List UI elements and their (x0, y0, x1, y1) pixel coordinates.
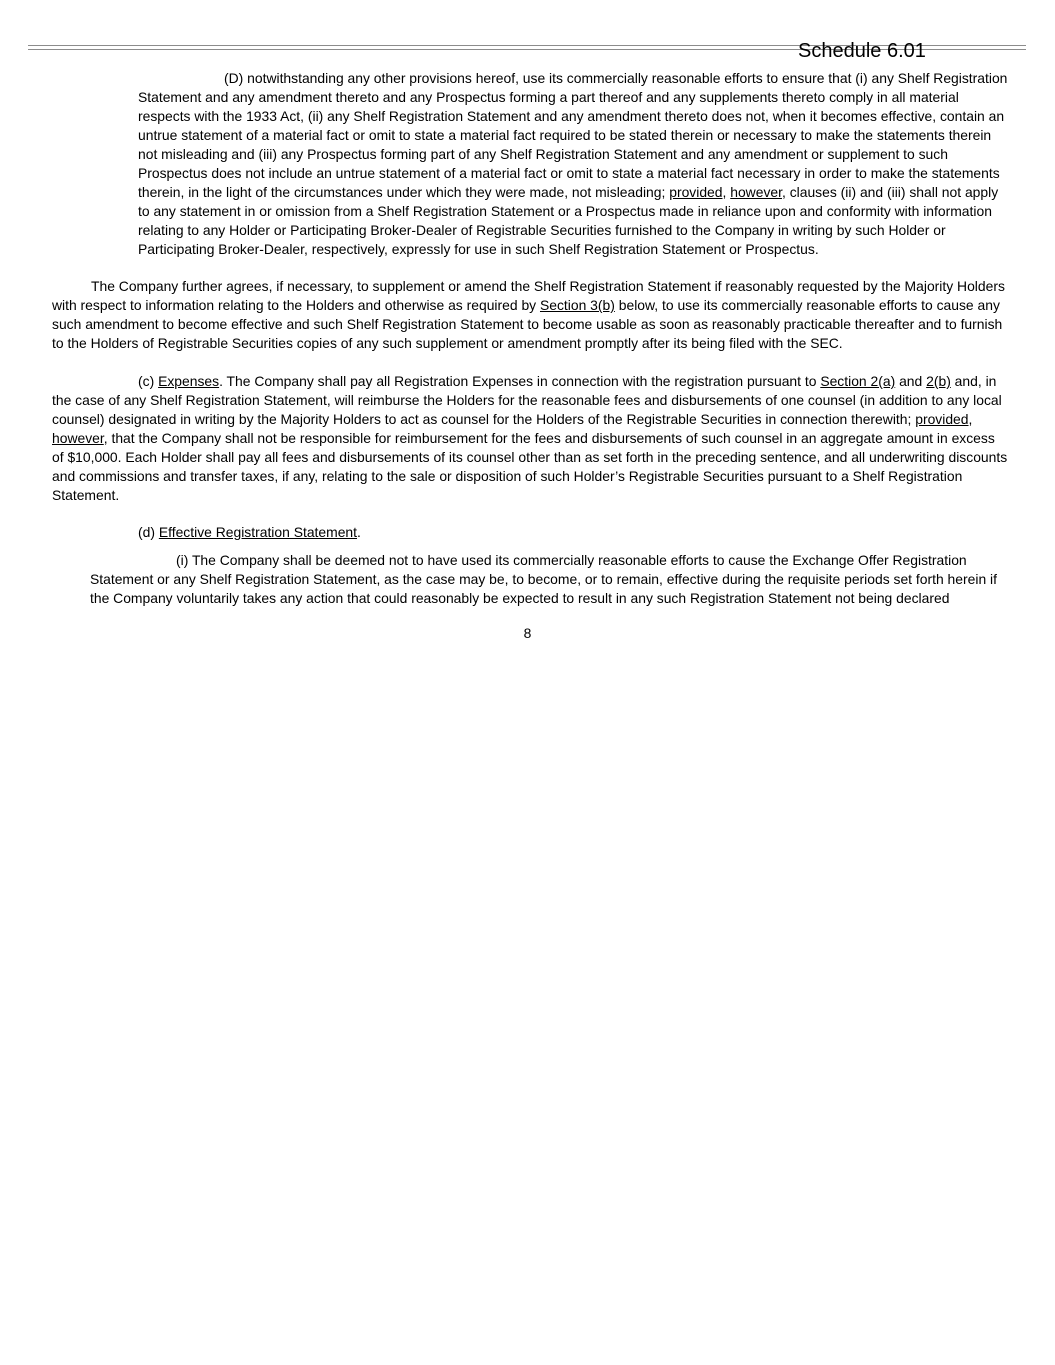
schedule-title: Schedule 6.01 (798, 40, 926, 62)
clause-d-paragraph (138, 69, 1008, 259)
further-text-2: below, to use its commercially reasonable efforts to cause any such amendment to become effective and such Shelf Registration Statement to become usable as soon as reasonably practicable thereafter and to furnish to the Holders of Registrable Securities copies of any such supplement or amendment promptly after its being filed with the SEC. (52, 297, 1003, 351)
provided-term: provided (915, 411, 969, 427)
further-agrees-paragraph (52, 277, 1008, 353)
effective-registration-heading (138, 523, 361, 542)
expenses-text-1: . The Company shall pay all Registration Expenses in connection with the registration pursuant to (219, 373, 821, 389)
expenses-heading: Expenses (158, 373, 220, 389)
page-number: 8 (523, 625, 532, 641)
subsection-i-paragraph (90, 551, 1008, 608)
expenses-text-3: , that the Company shall not be responsible for reimbursement for the fees and disbursements of such counsel in an aggregate amount in excess of $10,000. Each Holder shall pay all fees and disbursements of its counsel other than as set forth in the preceding sentence, and all underwriting discounts and commissions and transfer taxes, if any, relating to the sale or disposition of such Holder’s Registrable Securities pursuant to a Shelf Registration Statement. (52, 430, 1008, 503)
expenses-text-2: and, in the case of any Shelf Registration Statement, will reimburse the Holders for the reasonable fees and disbursements of one counsel (in addition to any local counsel) designated in writing by the Majority Holders to act as counsel for the Holders of the Registrable Securities in connection therewith; (52, 373, 1002, 427)
provided-term: provided (669, 184, 723, 200)
section-2b-reference: 2(b) (926, 373, 951, 389)
subsection-i-text: (i) The Company shall be deemed not to have used its commercially reasonable efforts to cause the Exchange Offer Registration Statement or any Shelf Registration Statement, as the case may be, to become, or to remain, effective during the requisite periods set forth herein if the Company voluntarily takes any action that could reasonably be expected to result in any such Registration Statement not being declared (90, 552, 997, 606)
expenses-label: (c) (138, 373, 159, 389)
however-term: however (52, 430, 104, 446)
separator: , (722, 184, 731, 200)
section-d-label: (d) (138, 524, 159, 540)
section-2a-reference: Section 2(a) (820, 373, 896, 389)
further-text-1: The Company further agrees, if necessary, to supplement or amend the Shelf Registration Statement if reasonably requested by the Majority Holders with respect to information relating to the Holders and otherwise as required by (52, 278, 1005, 313)
section-d-heading: Effective Registration Statement (158, 524, 358, 540)
section-d-period: . (357, 524, 361, 540)
however-term: however (730, 184, 782, 200)
clause-d-text-2: , clauses (ii) and (iii) shall not apply to any statement in or omission from a Shelf Registration Statement or a Prospectus made in reliance upon and conformity with information relating to any Holder or Participating Broker-Dealer of Registrable Securities furnished to the Company in writing by such Holder or Participating Broker-Dealer, respectively, expressly for use in such Shelf Registration Statement or Prospectus. (138, 184, 999, 257)
separator: , (968, 411, 973, 427)
section-3b-reference: Section 3(b) (539, 297, 615, 313)
expenses-paragraph (52, 372, 1008, 505)
clause-d-text-1: (D) notwithstanding any other provisions hereof, use its commercially reasonable efforts to ensure that (i) any Shelf Registration Statement and any amendment thereto and any Prospectus forming a part thereof and any supplements thereto comply in all material respects with the 1933 Act, (ii) any Shelf Registration Statement and any amendment thereto does not, when it becomes effective, contain an untrue statement of a material fact or omit to state a material fact required to be stated therein or necessary to make the statements therein not misleading and (iii) any Prospectus forming part of any Shelf Registration Statement and any amendment or supplement to such Prospectus does not include an untrue statement of a material fact or omit to state a material fact necessary in order to make the statements therein, in the light of the circumstances under which they were made, not misleading; (138, 70, 1008, 200)
and-text: and (895, 373, 927, 389)
